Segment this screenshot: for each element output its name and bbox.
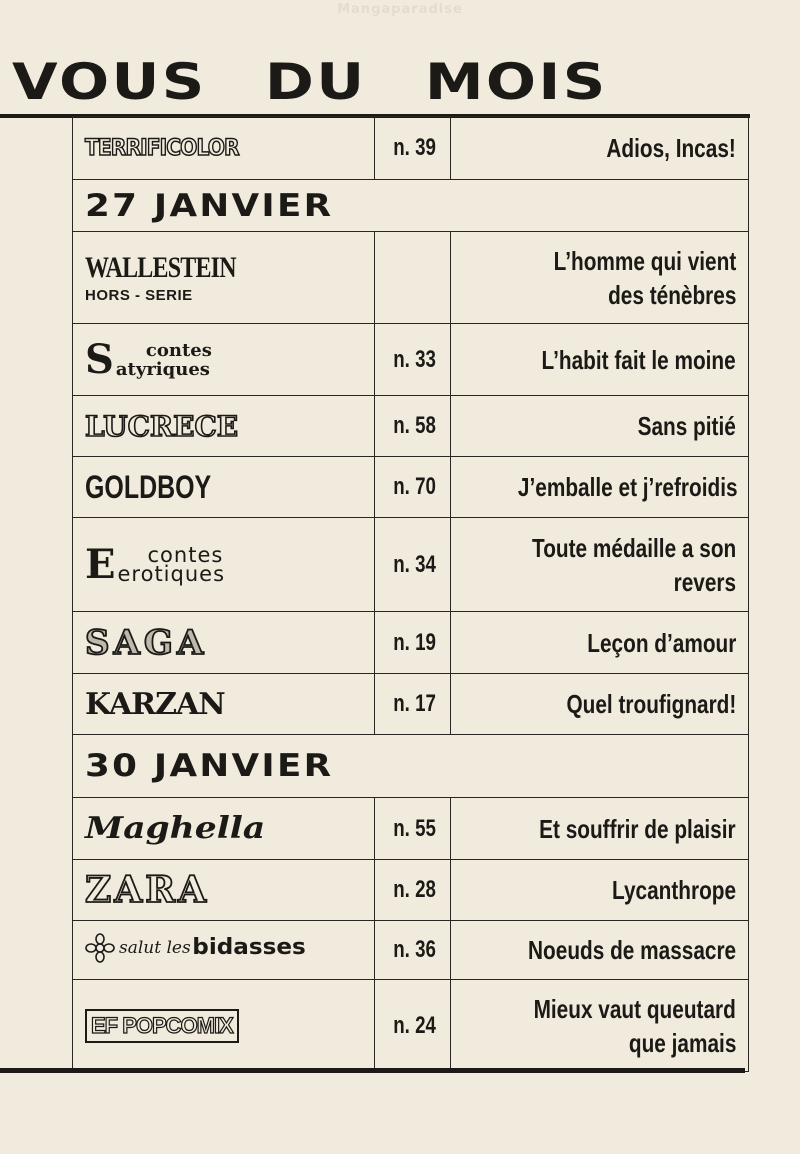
issue-number: n. 58 bbox=[393, 412, 436, 439]
story-title-line-2: des ténèbres bbox=[607, 279, 736, 310]
title-cell bbox=[73, 324, 375, 396]
story-cell bbox=[451, 980, 749, 1072]
date-row bbox=[73, 180, 749, 232]
issue-cell bbox=[375, 980, 451, 1072]
bidasses-logo bbox=[85, 933, 306, 963]
story-title: J’emballe et j’refroidis bbox=[517, 472, 738, 502]
title-cell bbox=[73, 798, 375, 860]
zara-logo: ZARA bbox=[85, 869, 210, 911]
issue-number: n. 19 bbox=[393, 628, 436, 656]
goldboy-logo: GOLDBOY bbox=[85, 468, 212, 505]
story-cell bbox=[451, 396, 749, 457]
table-row bbox=[73, 457, 749, 518]
date-heading bbox=[73, 180, 749, 232]
watermark: Mangaparadise bbox=[337, 2, 463, 17]
issue-number: n. 34 bbox=[393, 550, 436, 578]
table-row bbox=[73, 232, 749, 324]
popcomix-logo: EF POPCOMIX bbox=[85, 1009, 239, 1043]
table-row bbox=[73, 396, 749, 457]
date-heading bbox=[73, 735, 749, 798]
story-cell bbox=[451, 921, 749, 980]
logo-word: bidasses bbox=[192, 935, 306, 960]
story-title: Quel troufignard! bbox=[566, 689, 736, 719]
issue-cell bbox=[375, 612, 451, 674]
table-row bbox=[73, 324, 749, 396]
title-cell bbox=[73, 457, 375, 518]
contes-erotiques-logo bbox=[85, 540, 226, 588]
title-cell bbox=[73, 921, 375, 980]
logo-initial: S bbox=[85, 335, 114, 383]
table-row bbox=[73, 921, 749, 980]
issue-number: n. 55 bbox=[393, 814, 436, 842]
issue-cell bbox=[375, 798, 451, 860]
issue-cell bbox=[375, 396, 451, 457]
issue-number: n. 36 bbox=[393, 936, 436, 963]
story-cell bbox=[451, 518, 749, 612]
title-cell bbox=[73, 518, 375, 612]
issue-number: n. 28 bbox=[393, 876, 436, 903]
title-cell bbox=[73, 396, 375, 457]
table-row bbox=[73, 117, 749, 180]
maghella-logo: Maghella bbox=[85, 811, 266, 846]
date-row bbox=[73, 735, 749, 798]
issue-number: n. 24 bbox=[393, 1011, 436, 1039]
story-title: Leçon d’amour bbox=[586, 627, 736, 658]
issue-cell bbox=[375, 860, 451, 921]
story-title-line-1: Toute médaille a son bbox=[531, 532, 736, 563]
story-title: Noeuds de massacre bbox=[527, 935, 736, 965]
bottom-rule bbox=[0, 1068, 745, 1073]
page-headline: VOUS DU MOIS bbox=[12, 53, 608, 111]
story-cell bbox=[451, 674, 749, 735]
table-row bbox=[73, 674, 749, 735]
logo-script: salut les bbox=[119, 937, 191, 958]
issue-number: n. 70 bbox=[393, 473, 436, 500]
story-cell bbox=[451, 798, 749, 860]
issue-number: n. 39 bbox=[393, 134, 436, 161]
logo-line-1: contes bbox=[145, 339, 212, 361]
title-cell bbox=[73, 674, 375, 735]
table-row bbox=[73, 860, 749, 921]
story-cell bbox=[451, 860, 749, 921]
title-cell bbox=[73, 612, 375, 674]
contes-satyriques-logo bbox=[85, 335, 212, 383]
issue-number: n. 33 bbox=[393, 345, 436, 373]
issue-cell bbox=[375, 457, 451, 518]
issue-cell bbox=[375, 117, 451, 180]
title-cell bbox=[73, 232, 375, 324]
story-title: Sans pitié bbox=[637, 411, 736, 441]
story-cell bbox=[451, 612, 749, 674]
story-title: Adios, Incas! bbox=[606, 133, 736, 163]
title-cell bbox=[73, 860, 375, 921]
table-row bbox=[73, 518, 749, 612]
story-cell bbox=[451, 324, 749, 396]
issue-number: n. 17 bbox=[393, 690, 436, 717]
story-cell bbox=[451, 232, 749, 324]
karzan-logo: KARZAN bbox=[85, 686, 225, 722]
issue-cell bbox=[375, 518, 451, 612]
story-cell bbox=[451, 457, 749, 518]
logo-line-1: contes bbox=[147, 542, 224, 567]
series-subtitle: HORS - SERIE bbox=[85, 287, 193, 304]
story-title-line-2: revers bbox=[673, 566, 736, 597]
wallestein-logo: WALLESTEIN bbox=[85, 251, 236, 284]
date-label: 30 JANVIER bbox=[85, 748, 334, 784]
date-label: 27 JANVIER bbox=[85, 187, 334, 224]
logo-line-2: erotiques bbox=[117, 561, 226, 586]
issue-cell bbox=[375, 674, 451, 735]
title-cell bbox=[73, 980, 375, 1072]
story-title: Et souffrir de plaisir bbox=[539, 813, 736, 844]
terrificolor-logo: TERRIFICOLOR bbox=[85, 135, 239, 161]
story-cell bbox=[451, 117, 749, 180]
issue-cell bbox=[375, 232, 451, 324]
logo-initial: E bbox=[85, 540, 116, 588]
title-cell bbox=[73, 117, 375, 180]
story-title: Lycanthrope bbox=[611, 875, 736, 905]
saga-logo: SAGA bbox=[85, 622, 208, 663]
story-title-line-1: L’homme qui vient bbox=[553, 245, 736, 276]
flower-icon bbox=[85, 933, 115, 963]
table-row bbox=[73, 798, 749, 860]
story-title: L’habit fait le moine bbox=[541, 344, 736, 375]
issue-cell bbox=[375, 921, 451, 980]
release-table bbox=[72, 116, 749, 1072]
table-row bbox=[73, 612, 749, 674]
logo-line-2: atyriques bbox=[115, 358, 210, 380]
lucrece-logo: LUCRECE bbox=[85, 409, 239, 443]
issue-cell bbox=[375, 324, 451, 396]
story-title-line-2: que jamais bbox=[628, 1027, 736, 1058]
table-row bbox=[73, 980, 749, 1072]
story-title-line-1: Mieux vaut queutard bbox=[533, 993, 736, 1024]
